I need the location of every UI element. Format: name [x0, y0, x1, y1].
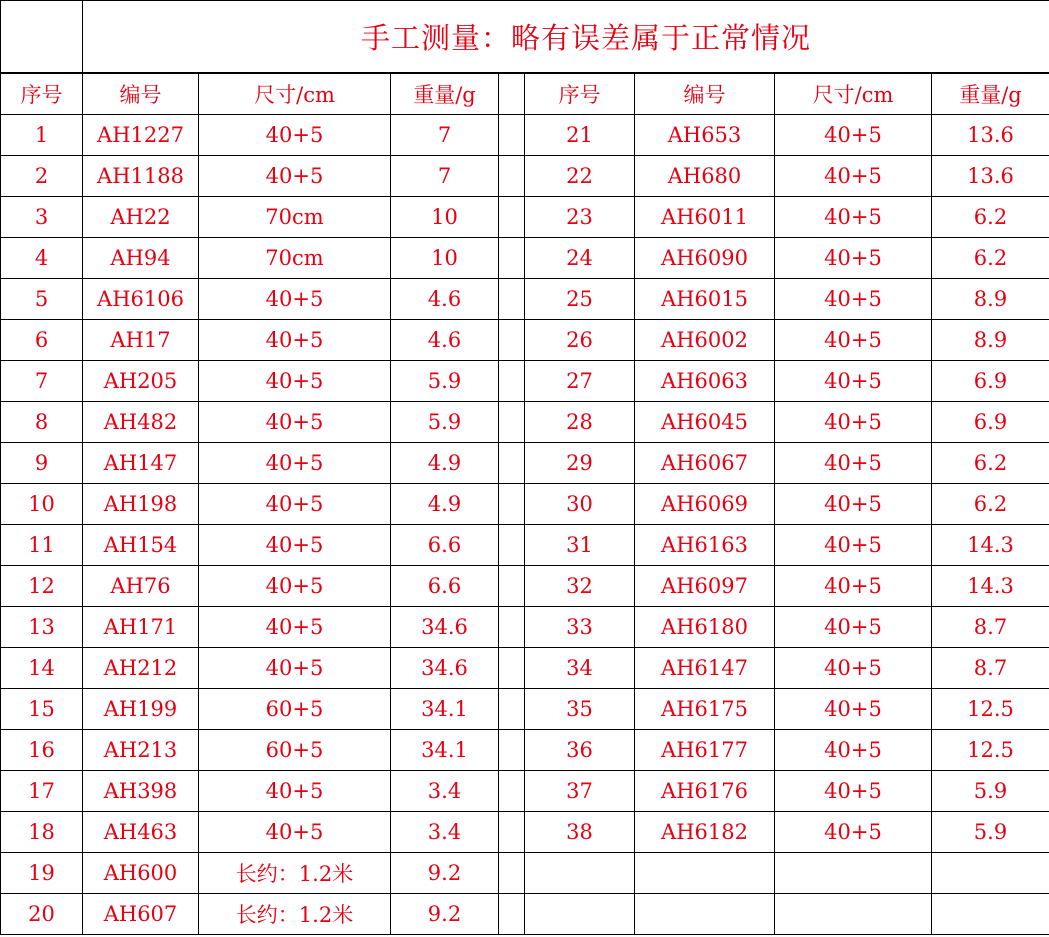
- table-row: [1, 320, 1049, 361]
- left-index-cell: 15: [1, 689, 83, 730]
- right-weight-cell: 8.9: [932, 279, 1049, 320]
- table-row: [1, 115, 1049, 156]
- right-code-cell: AH6069: [635, 484, 775, 525]
- left-weight-cell: 10: [391, 238, 499, 279]
- left-weight-cell: 5.9: [391, 402, 499, 443]
- right-weight-cell: 14.3: [932, 525, 1049, 566]
- right-code-cell: [635, 894, 775, 935]
- left-code-cell: AH1227: [83, 115, 199, 156]
- header-size-right: 尺寸/cm: [775, 74, 932, 115]
- left-size-cell: 70cm: [199, 197, 391, 238]
- right-code-cell: AH6097: [635, 566, 775, 607]
- left-code-cell: AH147: [83, 443, 199, 484]
- left-code-cell: AH463: [83, 812, 199, 853]
- table-row: [1, 525, 1049, 566]
- left-size-cell: 70cm: [199, 238, 391, 279]
- right-code-cell: AH6180: [635, 607, 775, 648]
- right-code-cell: AH6176: [635, 771, 775, 812]
- spacer-cell: [499, 361, 525, 402]
- table-row: [1, 812, 1049, 853]
- left-index-cell: 9: [1, 443, 83, 484]
- left-index-cell: 16: [1, 730, 83, 771]
- right-index-cell: 26: [525, 320, 635, 361]
- left-weight-cell: 4.6: [391, 279, 499, 320]
- spacer-cell: [499, 238, 525, 279]
- spacer-cell: [499, 484, 525, 525]
- left-size-cell: 60+5: [199, 730, 391, 771]
- header-size-left: 尺寸/cm: [199, 74, 391, 115]
- table-row: [1, 771, 1049, 812]
- left-size-cell: 40+5: [199, 607, 391, 648]
- left-index-cell: 6: [1, 320, 83, 361]
- spacer-cell: [499, 607, 525, 648]
- right-index-cell: 22: [525, 156, 635, 197]
- table-row: [1, 566, 1049, 607]
- left-code-cell: AH213: [83, 730, 199, 771]
- left-code-cell: AH76: [83, 566, 199, 607]
- right-weight-cell: 6.9: [932, 361, 1049, 402]
- header-weight-right: 重量/g: [932, 74, 1049, 115]
- table-row: [1, 197, 1049, 238]
- right-size-cell: 40+5: [775, 607, 932, 648]
- left-index-cell: 14: [1, 648, 83, 689]
- left-code-cell: AH199: [83, 689, 199, 730]
- left-code-cell: AH17: [83, 320, 199, 361]
- spacer-cell: [499, 812, 525, 853]
- table-row: [1, 894, 1049, 935]
- left-size-cell: 40+5: [199, 320, 391, 361]
- left-index-cell: 19: [1, 853, 83, 894]
- right-weight-cell: 14.3: [932, 566, 1049, 607]
- right-weight-cell: 8.7: [932, 648, 1049, 689]
- right-weight-cell: [932, 894, 1049, 935]
- spacer-cell: [499, 115, 525, 156]
- left-weight-cell: 34.1: [391, 730, 499, 771]
- right-index-cell: 28: [525, 402, 635, 443]
- right-weight-cell: 8.7: [932, 607, 1049, 648]
- header-weight-left: 重量/g: [391, 74, 499, 115]
- left-weight-cell: 4.6: [391, 320, 499, 361]
- right-size-cell: 40+5: [775, 689, 932, 730]
- left-weight-cell: 10: [391, 197, 499, 238]
- spacer-cell: [499, 648, 525, 689]
- left-code-cell: AH94: [83, 238, 199, 279]
- right-weight-cell: 6.2: [932, 197, 1049, 238]
- table-row: [1, 156, 1049, 197]
- left-index-cell: 8: [1, 402, 83, 443]
- left-code-cell: AH600: [83, 853, 199, 894]
- right-weight-cell: 6.2: [932, 484, 1049, 525]
- spacer-cell: [499, 279, 525, 320]
- spacer-cell: [499, 730, 525, 771]
- right-index-cell: 34: [525, 648, 635, 689]
- left-index-cell: 20: [1, 894, 83, 935]
- right-size-cell: 40+5: [775, 484, 932, 525]
- left-size-cell: 40+5: [199, 402, 391, 443]
- left-weight-cell: 7: [391, 156, 499, 197]
- table-row: [1, 853, 1049, 894]
- table-row: [1, 484, 1049, 525]
- left-weight-cell: 4.9: [391, 443, 499, 484]
- right-size-cell: 40+5: [775, 771, 932, 812]
- right-index-cell: 25: [525, 279, 635, 320]
- right-weight-cell: 6.9: [932, 402, 1049, 443]
- left-code-cell: AH171: [83, 607, 199, 648]
- left-weight-cell: 9.2: [391, 853, 499, 894]
- spacer-cell: [499, 402, 525, 443]
- spacer-cell: [499, 197, 525, 238]
- right-size-cell: 40+5: [775, 648, 932, 689]
- table-row: [1, 689, 1049, 730]
- spacer-cell: [499, 443, 525, 484]
- left-index-cell: 5: [1, 279, 83, 320]
- right-index-cell: 24: [525, 238, 635, 279]
- title-corner-cell: [1, 1, 83, 72]
- right-code-cell: [635, 853, 775, 894]
- right-code-cell: AH6147: [635, 648, 775, 689]
- right-weight-cell: 13.6: [932, 115, 1049, 156]
- left-index-cell: 11: [1, 525, 83, 566]
- right-size-cell: 40+5: [775, 443, 932, 484]
- right-code-cell: AH6175: [635, 689, 775, 730]
- left-code-cell: AH482: [83, 402, 199, 443]
- left-index-cell: 4: [1, 238, 83, 279]
- right-code-cell: AH680: [635, 156, 775, 197]
- right-size-cell: 40+5: [775, 566, 932, 607]
- right-index-cell: 23: [525, 197, 635, 238]
- right-size-cell: 40+5: [775, 361, 932, 402]
- title-row: [0, 0, 1049, 73]
- right-index-cell: 27: [525, 361, 635, 402]
- left-weight-cell: 34.6: [391, 648, 499, 689]
- left-code-cell: AH398: [83, 771, 199, 812]
- spacer-cell: [499, 894, 525, 935]
- right-weight-cell: 12.5: [932, 730, 1049, 771]
- left-size-cell: 40+5: [199, 156, 391, 197]
- left-size-cell: 40+5: [199, 771, 391, 812]
- right-code-cell: AH653: [635, 115, 775, 156]
- left-size-cell: 40+5: [199, 648, 391, 689]
- right-code-cell: AH6002: [635, 320, 775, 361]
- right-weight-cell: 6.2: [932, 238, 1049, 279]
- table-row: [1, 443, 1049, 484]
- left-index-cell: 3: [1, 197, 83, 238]
- left-size-cell: 40+5: [199, 443, 391, 484]
- left-size-cell: 40+5: [199, 525, 391, 566]
- right-size-cell: 40+5: [775, 197, 932, 238]
- left-size-cell: 长约：1.2米: [199, 894, 391, 935]
- header-code-left: 编号: [83, 74, 199, 115]
- right-weight-cell: 6.2: [932, 443, 1049, 484]
- left-weight-cell: 3.4: [391, 771, 499, 812]
- right-index-cell: 32: [525, 566, 635, 607]
- table-row: [1, 238, 1049, 279]
- sheet-title: 手工测量：略有误差属于正常情况: [360, 21, 811, 55]
- left-size-cell: 40+5: [199, 812, 391, 853]
- spacer-cell: [499, 566, 525, 607]
- header-index-right: 序号: [525, 74, 635, 115]
- left-size-cell: 60+5: [199, 689, 391, 730]
- spacer-cell: [499, 320, 525, 361]
- left-weight-cell: 3.4: [391, 812, 499, 853]
- right-index-cell: 29: [525, 443, 635, 484]
- right-index-cell: 38: [525, 812, 635, 853]
- right-index-cell: 37: [525, 771, 635, 812]
- left-weight-cell: 34.1: [391, 689, 499, 730]
- right-weight-cell: [932, 853, 1049, 894]
- right-code-cell: AH6182: [635, 812, 775, 853]
- right-size-cell: 40+5: [775, 320, 932, 361]
- left-size-cell: 40+5: [199, 115, 391, 156]
- right-weight-cell: 13.6: [932, 156, 1049, 197]
- left-size-cell: 长约：1.2米: [199, 853, 391, 894]
- left-index-cell: 10: [1, 484, 83, 525]
- right-index-cell: 33: [525, 607, 635, 648]
- left-size-cell: 40+5: [199, 566, 391, 607]
- table-row: [1, 279, 1049, 320]
- spacer-cell: [499, 525, 525, 566]
- right-index-cell: 31: [525, 525, 635, 566]
- left-weight-cell: 6.6: [391, 525, 499, 566]
- left-weight-cell: 9.2: [391, 894, 499, 935]
- right-size-cell: [775, 894, 932, 935]
- left-weight-cell: 34.6: [391, 607, 499, 648]
- header-index-left: 序号: [1, 74, 83, 115]
- right-code-cell: AH6090: [635, 238, 775, 279]
- right-size-cell: 40+5: [775, 279, 932, 320]
- spacer-cell: [499, 853, 525, 894]
- left-index-cell: 18: [1, 812, 83, 853]
- left-size-cell: 40+5: [199, 484, 391, 525]
- right-code-cell: AH6163: [635, 525, 775, 566]
- left-index-cell: 7: [1, 361, 83, 402]
- spacer-cell: [499, 156, 525, 197]
- right-size-cell: 40+5: [775, 238, 932, 279]
- left-weight-cell: 6.6: [391, 566, 499, 607]
- table-row: [1, 402, 1049, 443]
- left-index-cell: 1: [1, 115, 83, 156]
- right-size-cell: 40+5: [775, 525, 932, 566]
- right-code-cell: AH6011: [635, 197, 775, 238]
- right-size-cell: [775, 853, 932, 894]
- right-code-cell: AH6177: [635, 730, 775, 771]
- spacer-cell: [499, 771, 525, 812]
- table-row: [1, 361, 1049, 402]
- spacer-cell: [499, 689, 525, 730]
- left-weight-cell: 5.9: [391, 361, 499, 402]
- right-weight-cell: 5.9: [932, 771, 1049, 812]
- left-code-cell: AH205: [83, 361, 199, 402]
- right-index-cell: 21: [525, 115, 635, 156]
- left-code-cell: AH154: [83, 525, 199, 566]
- right-size-cell: 40+5: [775, 156, 932, 197]
- right-code-cell: AH6015: [635, 279, 775, 320]
- right-size-cell: 40+5: [775, 115, 932, 156]
- left-size-cell: 40+5: [199, 279, 391, 320]
- table-row: [1, 730, 1049, 771]
- right-code-cell: AH6063: [635, 361, 775, 402]
- right-size-cell: 40+5: [775, 730, 932, 771]
- right-index-cell: [525, 853, 635, 894]
- left-code-cell: AH198: [83, 484, 199, 525]
- left-weight-cell: 7: [391, 115, 499, 156]
- left-code-cell: AH607: [83, 894, 199, 935]
- header-code-right: 编号: [635, 74, 775, 115]
- left-index-cell: 13: [1, 607, 83, 648]
- left-code-cell: AH1188: [83, 156, 199, 197]
- right-code-cell: AH6045: [635, 402, 775, 443]
- right-weight-cell: 5.9: [932, 812, 1049, 853]
- right-code-cell: AH6067: [635, 443, 775, 484]
- left-code-cell: AH6106: [83, 279, 199, 320]
- right-size-cell: 40+5: [775, 812, 932, 853]
- right-size-cell: 40+5: [775, 402, 932, 443]
- right-index-cell: 30: [525, 484, 635, 525]
- table-row: [1, 648, 1049, 689]
- table-row: [1, 607, 1049, 648]
- right-index-cell: 35: [525, 689, 635, 730]
- left-index-cell: 12: [1, 566, 83, 607]
- right-index-cell: [525, 894, 635, 935]
- left-size-cell: 40+5: [199, 361, 391, 402]
- right-index-cell: 36: [525, 730, 635, 771]
- left-index-cell: 17: [1, 771, 83, 812]
- right-weight-cell: 12.5: [932, 689, 1049, 730]
- measurement-table: [0, 73, 1049, 935]
- right-weight-cell: 8.9: [932, 320, 1049, 361]
- left-code-cell: AH212: [83, 648, 199, 689]
- left-weight-cell: 4.9: [391, 484, 499, 525]
- header-row: [1, 74, 1049, 115]
- left-index-cell: 2: [1, 156, 83, 197]
- spacer-cell: [499, 74, 525, 115]
- left-code-cell: AH22: [83, 197, 199, 238]
